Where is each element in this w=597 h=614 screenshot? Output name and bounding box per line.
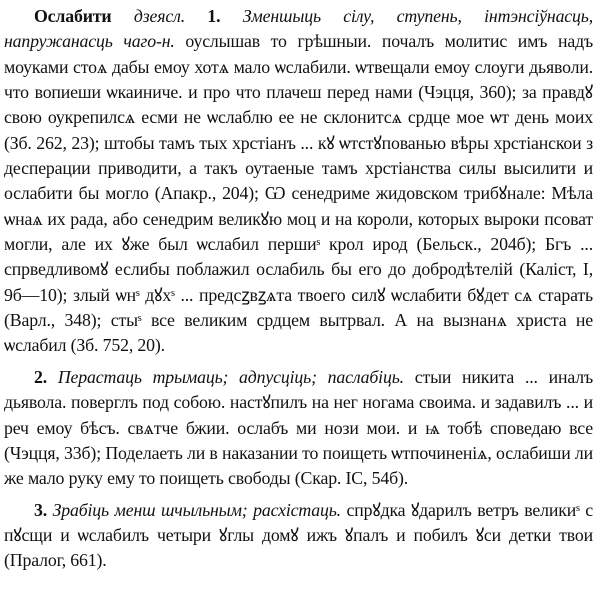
sense-3 — [4, 498, 593, 574]
grammar-label: дзеясл. — [133, 6, 186, 26]
sense-number: 2. — [34, 366, 48, 387]
sense-2 — [4, 365, 593, 492]
sense-citations: стыи никита ... иналъ дьявола. поверглъ под собою. настꙋпилъ на нег ногама своима. и задавилъ ... и реч емоу бѣсъ. свѧтче бжии. ослабъ ми нози мои. и ѩ тобѣ споведаю все (Чэцця, 33б); Поделаеть ли в наказании то поищеть ѡтпочиненіѧ, ослабиши ли же мало руку ему то поищеть свободы (Скар. ІС, 54б). — [4, 366, 593, 489]
sense-number: 3. — [34, 499, 48, 520]
sense-definition: Зрабіць менш шчыльным; расхістаць. — [52, 499, 341, 520]
sense-citations: спрꙋдка ꙋдарилъ ветръ великиˢ с пꙋсщи и ѡслабилъ четыри ꙋглы домꙋ ижъ ꙋпалъ и побилъ ꙋси детки твои (Пралог, 661). — [4, 499, 594, 571]
headword: Ослабити — [34, 6, 112, 26]
sense-number: 1. — [207, 6, 221, 26]
dictionary-entry — [4, 4, 593, 574]
sense-citations: оуслышав то грѣшныи. почалъ молитис имъ надъ моуками стоѧ дабы емоу хотѧ мало ѡслабили. ѡтвещали емоу слоуги дьяволи. что вопиеши ѡкаиниче. и про что плачеш перед нами (Чэцця, 360); за правдꙋ свою оукрепилсѧ есми не ѡслаблю ее не склонитсѧ срдце мое ѡт день моих (Зб. 262, 23); штобы тамъ тых хрстіанъ ... кꙋ ѡтстꙋпованью вѣры хрстіанскои з десперации приводити, а такъ оутаеные тамъ хрстіанства силы высилити и ослабити бы могло (Апакр., 204); Ѡ сенедриме жидовском трибꙋнале: Мѣла ѡнаѧ их рада, або сенедрим великꙋю моц и на короли, которых выроки псоват могли, але их ꙋже был ѡслабил першиˢ крол ирод (Бельск., 204б); Бгъ ... спрведливомꙋ еслибы поблажил ослабиль бы его до добродѣтелій (Каліст, I, 9б—10); злый ѡнˢ дꙋхˢ ... предсꙁвꙁѧта твоего силꙋ ѡслабити бꙋдет сѧ старать (Варл., 348); стыˢ все великим срдцем вытрвал. А на вызнанѧ христа не ѡслабил (Зб. 752, 20). — [4, 31, 594, 356]
sense-definition: Перастаць трымаць; адпусціць; паслабіць. — [57, 366, 404, 387]
sense-1 — [4, 4, 593, 359]
sense-definition: Зменшыць сілу, ступень, інтэнсіўнасць, напружанасць чаго-н. — [4, 6, 594, 52]
